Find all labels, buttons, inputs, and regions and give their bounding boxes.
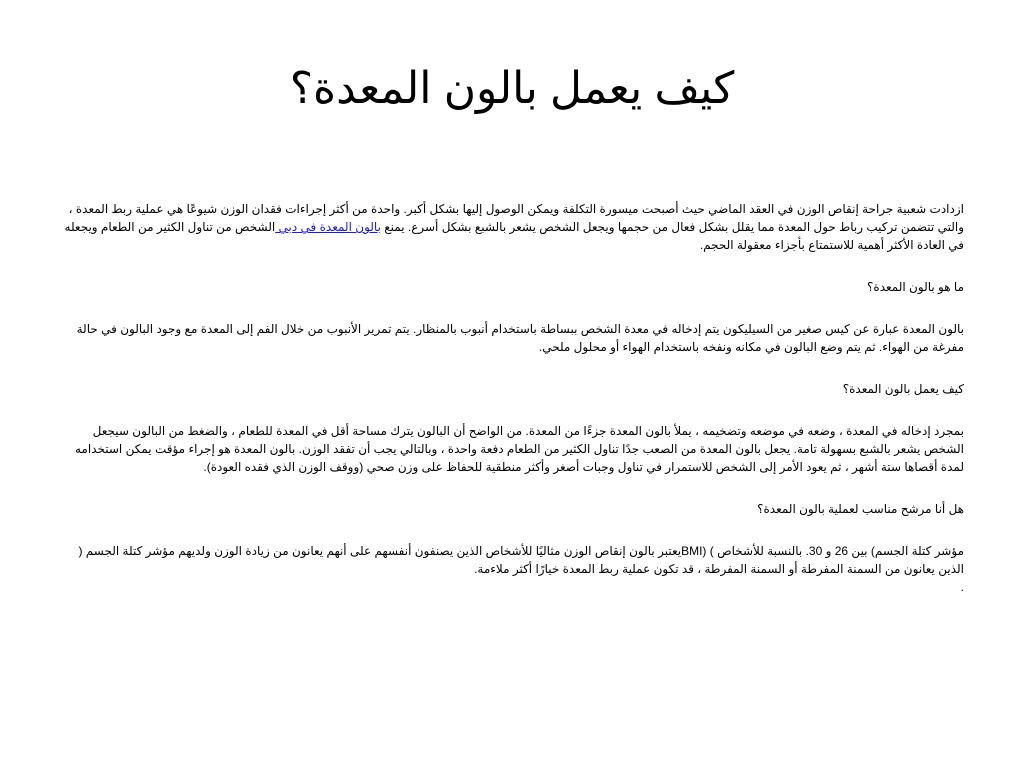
spacer [62, 254, 964, 278]
how-works-paragraph: بمجرد إدخاله في المعدة ، وضعه في موضعه وتضخيمه ، يملأ بالون المعدة جزءًا من المعدة. من الواضح أن البالون يترك مساحة أقل في المعدة للطعام ، والضغط من البالون سيجعل الشخص يشعر بالشبع بسهولة تامة. يجعل بالون المعدة من الصعب جدًا تناول الكثير من الطعام دفعة واحدة ، وبالتالي يجب أن تفقد الوزن. بالون المعدة هو إجراء مؤقت يمكن استخدامه لمدة أقصاها ستة أشهر ، ثم يعود الأمر إلى الشخص للاستمرار في تناول وجبات أصغر وأكثر منطقية للحفاظ على وزن صحي (ووقف الوزن الذي فقده العودة). [75, 424, 964, 474]
section-heading-how-works: كيف يعمل بالون المعدة؟ [842, 382, 964, 396]
intro-paragraph [62, 200, 964, 254]
spacer [62, 398, 964, 422]
spacer [62, 518, 964, 542]
section-heading-what-is: ما هو بالون المعدة؟ [867, 280, 964, 294]
spacer [62, 476, 964, 500]
gastric-balloon-dubai-link[interactable]: بالون المعدة في دبي [275, 220, 381, 234]
intro-text-before-link: ازدادت شعبية جراحة إنقاص الوزن في العقد الماضي حيث أصبحت ميسورة التكلفة ويمكن الوصول إليها بشكل أكبر. واحدة من أكثر إجراءات فقدان الوزن شيوعًا هي عملية ربط المعدة ، والتي تتضمن تركيب رباط حول المعدة مما يقلل بشكل فعال من حجمها ويجعل الشخص يشعر بالشبع بشكل أسرع. يمنع [68, 202, 964, 234]
page-title: كيف يعمل بالون المعدة؟ [289, 64, 735, 113]
candidate-paragraph: مؤشر كتلة الجسم) بين 26 و 30. بالنسبة للأشخاص ) (BMIيعتبر بالون إنقاص الوزن مثاليًا للأشخاص الذين يصنفون أنفسهم على أنهم يعانون من زيادة الوزن ولديهم مؤشر كتلة الجسم ( الذين يعانون من السمنة المفرطة أو السمنة المفرطة ، قد تكون عملية ربط المعدة خيارًا أكثر ملاءمة. [78, 544, 964, 576]
what-is-paragraph: بالون المعدة عبارة عن كيس صغير من السيليكون يتم إدخاله في معدة الشخص ببساطة باستخدام أنبوب بالمنظار. يتم تمرير الأنبوب من خلال الفم إلى المعدة مع وجود البالون في حالة مفرغة من الهواء. ثم يتم وضع البالون في مكانه ونفخه باستخدام الهواء أو محلول ملحي. [76, 322, 964, 354]
article-body [62, 200, 964, 596]
trailing-dot: . [960, 580, 964, 594]
intro-text-after-link: الشخص من تناول الكثير من الطعام ويجعله في العادة الأكثر أهمية للاستمتاع بأجزاء معقولة الحجم. [64, 220, 964, 252]
spacer [62, 296, 964, 320]
spacer [62, 356, 964, 380]
section-heading-candidate: هل أنا مرشح مناسب لعملية بالون المعدة؟ [757, 502, 964, 516]
